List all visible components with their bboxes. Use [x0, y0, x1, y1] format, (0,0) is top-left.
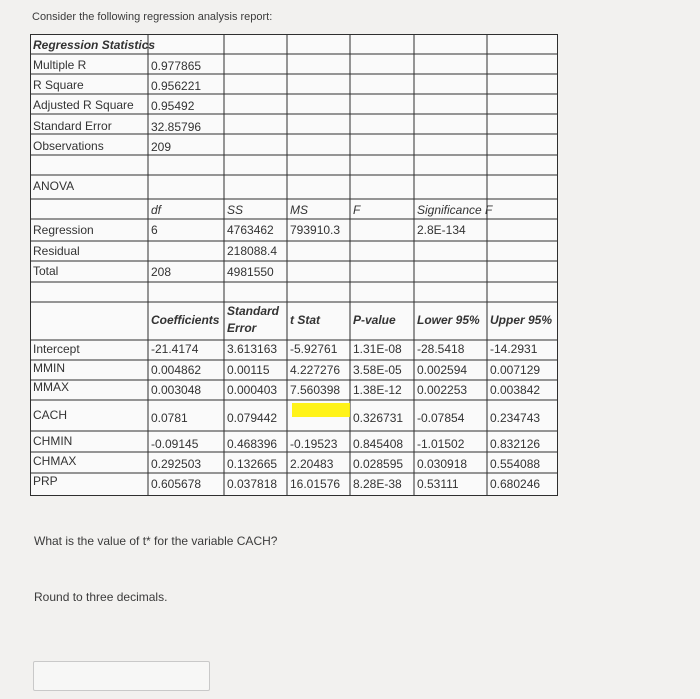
coef-lower: 0.002594 — [417, 363, 468, 377]
coef-upper: -14.2931 — [490, 342, 538, 356]
coef-header-coef: Coefficients — [151, 313, 220, 327]
coef-t: 7.560398 — [290, 383, 341, 397]
anova-title: ANOVA — [33, 179, 75, 193]
coef-p: 0.028595 — [353, 457, 404, 471]
coef-se: 0.132665 — [227, 457, 278, 471]
anova-ms: 793910.3 — [290, 223, 341, 237]
coef-value: 0.004862 — [151, 363, 202, 377]
coef-lower: -28.5418 — [417, 342, 465, 356]
anova-ss: 218088.4 — [227, 244, 278, 258]
reg-stat-value: 0.95492 — [151, 99, 195, 113]
coef-value: 0.003048 — [151, 383, 202, 397]
coef-t: -0.19523 — [290, 437, 338, 451]
question-text: What is the value of t* for the variable CACH? — [34, 534, 278, 548]
reg-stat-value: 0.956221 — [151, 79, 202, 93]
coef-value: 0.292503 — [151, 457, 202, 471]
coef-value: 0.0781 — [151, 411, 188, 425]
coef-se: 0.00115 — [227, 363, 270, 377]
anova-header-sigf: Significance F — [417, 203, 493, 217]
coef-se: 0.468396 — [227, 437, 278, 451]
coef-upper: 0.554088 — [490, 457, 541, 471]
coef-lower: 0.53111 — [417, 477, 459, 491]
reg-stat-label: R Square — [33, 78, 84, 92]
reg-stat-value: 209 — [151, 140, 172, 154]
coef-upper: 0.003842 — [490, 383, 541, 397]
coef-value: -21.4174 — [151, 342, 199, 356]
coef-lower: 0.002253 — [417, 383, 468, 397]
coef-t: -5.92761 — [290, 342, 338, 356]
reg-stat-label: Adjusted R Square — [33, 98, 134, 112]
coef-lower: 0.030918 — [417, 457, 468, 471]
coef-p: 8.28E-38 — [353, 477, 402, 491]
reg-stat-label: Observations — [33, 139, 104, 153]
coef-upper: 0.680246 — [490, 477, 541, 491]
coef-lower: -0.07854 — [417, 411, 465, 425]
anova-df: 6 — [151, 223, 158, 237]
coef-p: 0.326731 — [353, 411, 404, 425]
anova-header-df: df — [151, 203, 162, 217]
coef-row-label: CHMAX — [33, 454, 77, 468]
coef-p: 1.31E-08 — [353, 342, 402, 356]
coef-lower: -1.01502 — [417, 437, 465, 451]
answer-input[interactable] — [33, 661, 210, 691]
coef-row-label: MMAX — [33, 380, 69, 394]
coef-upper: 0.832126 — [490, 437, 541, 451]
coef-t: 4.227276 — [290, 363, 341, 377]
coef-upper: 0.234743 — [490, 411, 541, 425]
anova-row-label: Residual — [33, 244, 80, 258]
reg-stat-value: 32.85796 — [151, 120, 202, 134]
coef-se: 3.613163 — [227, 342, 278, 356]
coef-row-label: CHMIN — [33, 434, 73, 448]
reg-stats-title: Regression Statistics — [33, 38, 156, 52]
coef-t: 2.20483 — [290, 457, 334, 471]
coef-header-upper: Upper 95% — [490, 313, 553, 327]
coef-row-label: MMIN — [33, 361, 65, 375]
anova-row-label: Total — [33, 264, 59, 278]
coef-header-p: P-value — [353, 313, 396, 327]
coef-value: 0.605678 — [151, 477, 202, 491]
coef-p: 1.38E-12 — [353, 383, 402, 397]
reg-stat-label: Standard Error — [33, 119, 112, 133]
regression-report-table — [30, 34, 558, 496]
prompt-text: Consider the following regression analysis report: — [32, 11, 273, 23]
coef-p: 3.58E-05 — [353, 363, 402, 377]
coef-upper: 0.007129 — [490, 363, 541, 377]
anova-df: 208 — [151, 265, 172, 279]
coef-header-t: t Stat — [290, 313, 320, 327]
anova-row-label: Regression — [33, 223, 94, 237]
coef-row-label: PRP — [33, 474, 58, 488]
coef-header-se-line2: Error — [227, 321, 257, 335]
coef-t: 16.01576 — [290, 477, 341, 491]
coef-row-label: Intercept — [33, 342, 80, 356]
anova-header-f: F — [353, 203, 361, 217]
coef-se: 0.037818 — [227, 477, 278, 491]
reg-stat-value: 0.977865 — [151, 59, 202, 73]
reg-stat-label: Multiple R — [33, 58, 87, 72]
coef-header-lower: Lower 95% — [417, 313, 480, 327]
highlighted-t-stat-cell — [292, 403, 350, 417]
coef-row-label: CACH — [33, 408, 68, 422]
rounding-instruction: Round to three decimals. — [34, 590, 168, 604]
coef-se: 0.079442 — [227, 411, 278, 425]
anova-header-ss: SS — [227, 203, 244, 217]
coef-se: 0.000403 — [227, 383, 278, 397]
coef-p: 0.845408 — [353, 437, 404, 451]
coef-header-se-line1: Standard — [227, 304, 280, 318]
anova-ss: 4763462 — [227, 223, 274, 237]
anova-ss: 4981550 — [227, 265, 274, 279]
coef-value: -0.09145 — [151, 437, 199, 451]
anova-sigf: 2.8E-134 — [417, 223, 466, 237]
anova-header-ms: MS — [290, 203, 308, 217]
